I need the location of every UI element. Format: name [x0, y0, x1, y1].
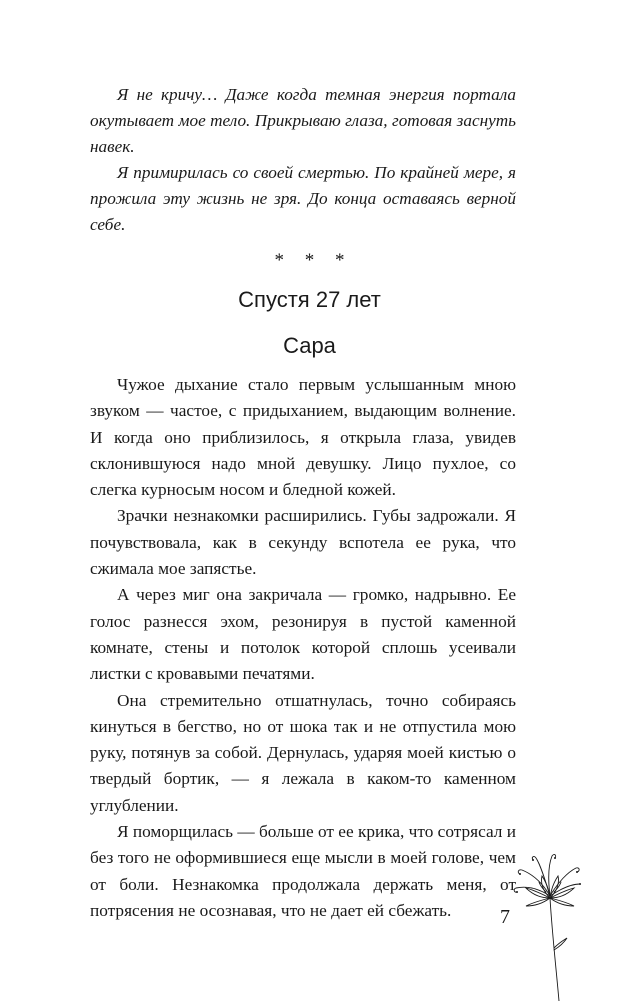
flower-icon: [512, 852, 582, 1001]
intro-paragraph: Я не кричу… Даже когда темная энергия портала окутывает мое тело. Прикрываю глаза, готовая заснуть навек.: [90, 85, 516, 156]
body-paragraph: Я поморщилась — больше от ее крика, что сотрясал и без того не оформившиеся еще мысли в моей голове, чем от боли. Незнакомка продолжала держать меня, от потрясения не осознавая, что не дает ей сбежать.: [90, 822, 516, 920]
chapter-title: Спустя 27 лет: [238, 287, 381, 312]
page-number: 7: [500, 906, 510, 928]
body-paragraph: А через миг она закричала — громко, надрывно. Ее голос разнесся эхом, резонируя в пустой каменной комнате, стены и потолок которой сплошь усеивали листки с кровавыми печатями.: [90, 585, 516, 684]
body-paragraph: Она стремительно отшатнулась, точно собираясь кинуться в бегство, но от шока так и не отпустила мою руку, потянув за собой. Дернулась, ударяя моей кистью о твердый бортик, — я лежала в каком-то каменном углублении.: [90, 690, 516, 815]
intro-italic-text: [90, 82, 516, 238]
body-paragraph: Чужое дыхание стало первым услышанным мною звуком — частое, с придыханием, выдающим волнение. И когда оно приблизилось, я открыла глаза, увидев склонившуюся надо мной девушку. Лицо пухлое, со слегка курносым носом и бледной кожей.: [90, 375, 516, 500]
body-text: [90, 372, 516, 924]
intro-paragraph: Я примирилась со своей смертью. По крайней мере, я прожила эту жизнь не зря. До конца оставаясь верной себе.: [90, 163, 516, 234]
body-paragraph: Зрачки незнакомки расширились. Губы задрожали. Я почувствовала, как в секунду вспотела ее рука, что сжимала мое запястье.: [90, 506, 516, 579]
chapter-subtitle: Сара: [283, 333, 336, 358]
section-separator: * * *: [274, 250, 353, 271]
